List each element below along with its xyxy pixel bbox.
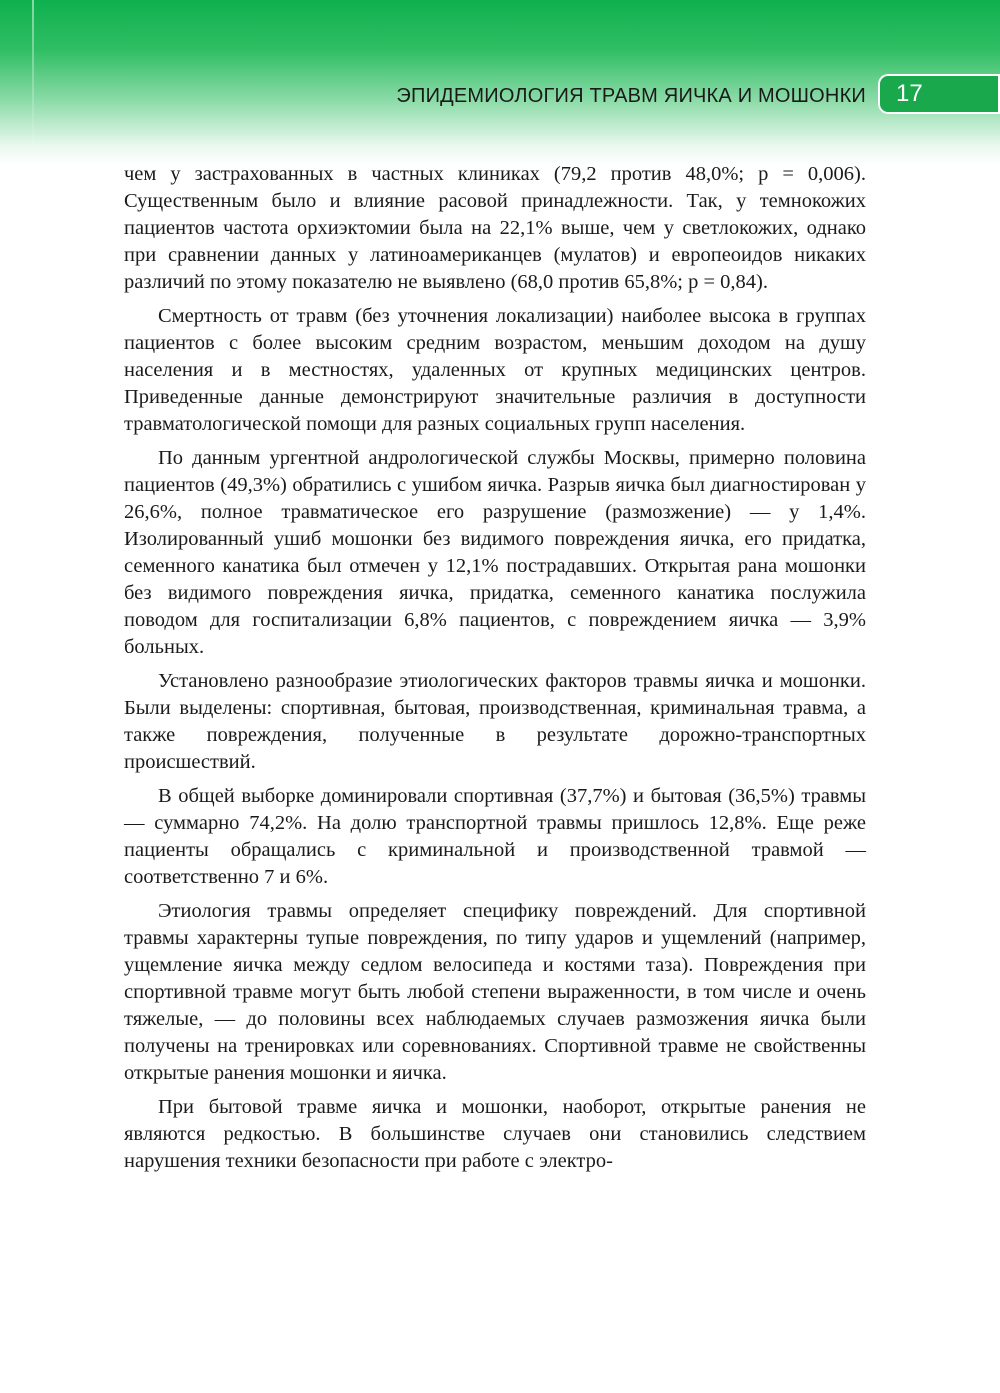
page-number-tab [878,74,1000,114]
header-stripe [32,0,34,165]
paragraph-4: Установлено разнообразие этиологических факторов травмы яичка и мошонки. Были выделены: спортивная, бытовая, производственная, криминальная травма, а также повреждения, полученные в результате дорожно-транспортных происшествий. [124,670,866,773]
paragraph-6: Этиология травмы определяет специфику повреждений. Для спортивной травмы характерны тупые повреждения, по типу ударов и ущемлений (например, ущемление яичка между седлом велосипеда и костями таза). Повреждения при спортивной травме могут быть любой степени выраженности, в том числе и очень тяжелые, — до половины всех наблюдаемых случаев размозжения яичка были получены на тренировках или соревнованиях. Спортивной травме не свойственны открытые ранения мошонки и яичка. [124,900,866,1084]
paragraph-7: При бытовой травме яичка и мошонки, наоборот, открытые ранения не являются редкостью. В большинстве случаев они становились следствием нарушения техники безопасности при работе с электро- [124,1096,866,1172]
running-title: ЭПИДЕМИОЛОГИЯ ТРАВМ ЯИЧКА И МОШОНКИ [396,85,866,107]
paragraph-5: В общей выборке доминировали спортивная (37,7%) и бытовая (36,5%) травмы — суммарно 74,2%. На долю транспортной травмы пришлось 12,8%. Еще реже пациенты обращались с криминальной и производственной травмой — соответственно 7 и 6%. [124,785,866,888]
paragraph-3: По данным ургентной андрологической службы Москвы, примерно половина пациентов (49,3%) обратились с ушибом яичка. Разрыв яичка был диагностирован у 26,6%, полное травматическое его разрушение (размозжение) — у 1,4%. Изолированный ушиб мошонки без видимого повреждения яичка, его придатка, семенного канатика был отмечен у 12,1% пострадавших. Открытая рана мошонки без видимого повреждения яичка, придатка, семенного канатика послужила поводом для госпитализации 6,8% пациентов, с повреждением яичка — 3,9% больных. [124,447,866,658]
page-number: 17 [896,80,923,107]
paragraph-2: Смертность от травм (без уточнения локализации) наиболее высока в группах пациентов с более высоким средним возрастом, меньшим доходом на душу населения и в местностях, удаленных от крупных медицинских центров. Приведенные данные демонстрируют значительные различия в доступности травматологической помощи для разных социальных групп населения. [124,305,866,435]
paragraph-1: чем у застрахованных в частных клиниках (79,2 против 48,0%; p = 0,006). Существенным было и влияние расовой принадлежности. Так, у темнокожих пациентов частота орхиэктомии была на 22,1% выше, чем у светлокожих, однако при сравнении данных у латиноамериканцев (мулатов) и европеоидов никаких различий по этому показателю не выявлено (68,0 против 65,8%; p = 0,84). [124,163,866,293]
body-text [124,161,866,1182]
